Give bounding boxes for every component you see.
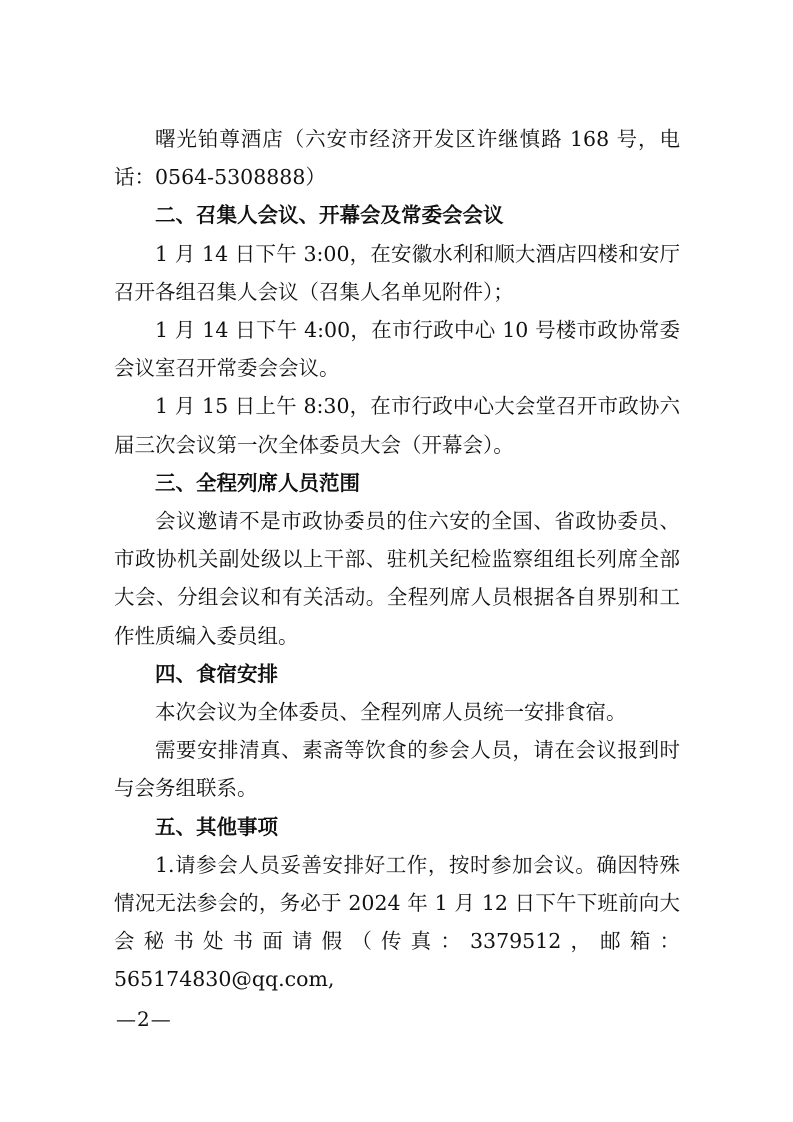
- opening-session-paragraph: 1 月 15 日上午 8:30，在市行政中心大会堂召开市政协六届三次会议第一次全体委员大会（开幕会）。: [114, 394, 680, 457]
- convener-meeting-paragraph: 1 月 14 日下午 3:00，在安徽水利和顺大酒店四楼和安厅召开各组召集人会议（召集人名单见附件）；: [114, 241, 680, 304]
- section-heading-accommodation: 四、食宿安排: [155, 661, 278, 686]
- hotel-address-paragraph: 曙光铂尊酒店（六安市经济开发区许继慎路 168 号，电话：0564-5308888）: [114, 127, 680, 190]
- section-heading-other: 五、其他事项: [155, 814, 278, 839]
- standing-committee-paragraph: 1 月 14 日下午 4:00，在市行政中心 10 号楼市政协常委会议室召开常委会会议。: [114, 318, 680, 381]
- leave-request-paragraph: 1.请参会人员妥善安排好工作，按时参加会议。确因特殊情况无法参会的，务必于 2024 年 1 月 12 日下午下班前向大会秘书处书面请假（传真：3379512，邮箱：565174830@qq.com,: [114, 852, 680, 992]
- attendees-paragraph: 会议邀请不是市政协委员的住六安的全国、省政协委员、市政协机关副处级以上干部、驻机关纪检监察组组长列席全部大会、分组会议和有关活动。全程列席人员根据各自界别和工作性质编入委员组。: [114, 509, 680, 648]
- accommodation-paragraph: 本次会议为全体委员、全程列席人员统一安排食宿。: [155, 700, 627, 725]
- section-heading-meetings: 二、召集人会议、开幕会及常委会会议: [155, 203, 504, 228]
- dietary-paragraph: 需要安排清真、素斋等饮食的参会人员，请在会议报到时与会务组联系。: [114, 738, 680, 801]
- page-number: —2—: [116, 1007, 172, 1031]
- document-body: [114, 120, 680, 999]
- section-heading-attendees: 三、全程列席人员范围: [155, 470, 360, 495]
